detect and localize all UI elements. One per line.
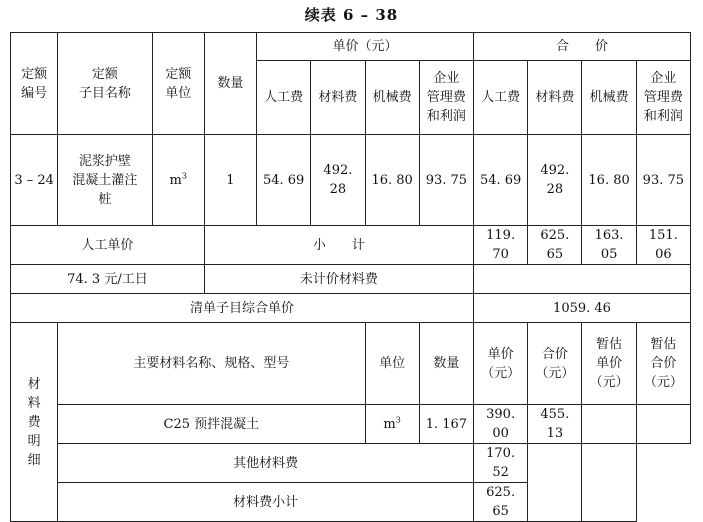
other-material-label: 其他材料费 xyxy=(58,444,474,483)
item-total-labor: 54. 69 xyxy=(474,135,528,226)
material-row-qty: 1. 167 xyxy=(419,405,473,444)
material-subtotal-value: 625. 65 xyxy=(474,483,528,522)
other-material-value: 170. 52 xyxy=(474,444,528,483)
header-mgmt-total: 企业 管理费 和利润 xyxy=(636,61,690,135)
materials-side-label: 材 料 费 明 细 xyxy=(11,323,58,522)
subtotal-label: 小 计 xyxy=(204,226,473,265)
material-row-price: 390. 00 xyxy=(474,405,528,444)
header-unit-price-group: 单价（元） xyxy=(257,33,474,61)
item-unit-material: 492. 28 xyxy=(311,135,365,226)
item-unit-labor: 54. 69 xyxy=(257,135,311,226)
subtotal-machine: 163. 05 xyxy=(582,226,636,265)
material-row-unit: $m^3$ xyxy=(365,405,419,444)
unpriced-material-value xyxy=(474,265,691,294)
item-total-machine: 16. 80 xyxy=(582,135,636,226)
material-row-est-total xyxy=(636,405,690,444)
materials-header-unit: 单位 xyxy=(365,323,419,405)
materials-header-est-total: 暂估 合价 （元） xyxy=(636,323,690,405)
header-material-total: 材料费 xyxy=(528,61,582,135)
subtotal-mgmt: 151. 06 xyxy=(636,226,690,265)
materials-header-total: 合价 （元） xyxy=(528,323,582,405)
header-labor-total: 人工费 xyxy=(474,61,528,135)
item-unit-machine: 16. 80 xyxy=(365,135,419,226)
header-mgmt: 企业 管理费 和利润 xyxy=(419,61,473,135)
table-title: 续表 6 – 38 xyxy=(304,6,399,24)
header-name: 定额 子目名称 xyxy=(58,33,152,135)
header-unit: 定额 单位 xyxy=(152,33,204,135)
materials-header-price: 单价 （元） xyxy=(474,323,528,405)
item-total-material: 492. 28 xyxy=(528,135,582,226)
other-material-est-price xyxy=(528,444,582,522)
subtotal-material: 625. 65 xyxy=(528,226,582,265)
item-total-mgmt: 93. 75 xyxy=(636,135,690,226)
other-material-est-total xyxy=(582,444,636,522)
cost-table xyxy=(10,32,691,522)
labor-price-label: 人工单价 xyxy=(11,226,205,265)
material-row-name: C25 预拌混凝土 xyxy=(58,405,365,444)
item-unit: $m^3$ xyxy=(152,135,204,226)
material-row-est-price xyxy=(582,405,636,444)
material-row-total: 455. 13 xyxy=(528,405,582,444)
material-subtotal-label: 材料费小计 xyxy=(58,483,474,522)
composite-price-label: 清单子目综合单价 xyxy=(11,294,474,323)
item-name: 泥浆护壁 混凝土灌注 桩 xyxy=(58,135,152,226)
item-unit-mgmt: 93. 75 xyxy=(419,135,473,226)
header-code: 定额 编号 xyxy=(11,33,58,135)
header-machine: 机械费 xyxy=(365,61,419,135)
materials-header-name: 主要材料名称、规格、型号 xyxy=(58,323,365,405)
item-qty: 1 xyxy=(204,135,256,226)
header-qty: 数量 xyxy=(204,33,256,135)
labor-rate: 74. 3 元/工日 xyxy=(11,265,205,294)
header-machine-total: 机械费 xyxy=(582,61,636,135)
header-total-group: 合 价 xyxy=(474,33,691,61)
item-code: 3 – 24 xyxy=(11,135,58,226)
header-labor: 人工费 xyxy=(257,61,311,135)
subtotal-labor: 119. 70 xyxy=(474,226,528,265)
materials-header-qty: 数量 xyxy=(419,323,473,405)
header-material: 材料费 xyxy=(311,61,365,135)
unpriced-material-label: 未计价材料费 xyxy=(204,265,473,294)
composite-price-value: 1059. 46 xyxy=(474,294,691,323)
materials-header-est-price: 暂估 单价 （元） xyxy=(582,323,636,405)
